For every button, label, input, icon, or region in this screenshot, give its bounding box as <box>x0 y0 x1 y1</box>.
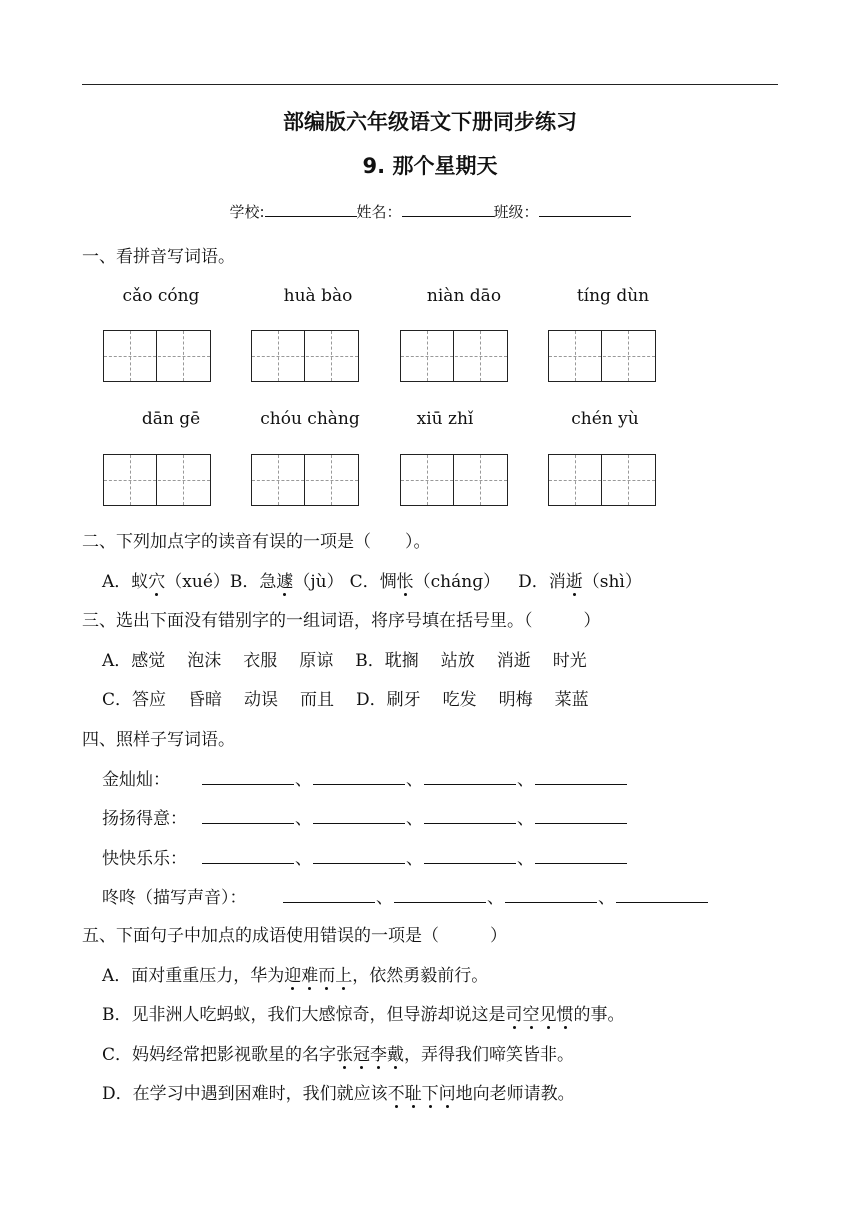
word: 站放 <box>440 651 475 671</box>
answer-blank[interactable] <box>394 886 486 903</box>
pinyin-8: chén yù <box>571 409 639 429</box>
section5-heading: 五、下面句子中加点的成语使用错误的一项是（ ） <box>82 926 507 946</box>
answer-blank[interactable] <box>424 847 516 864</box>
answer-blank[interactable] <box>202 768 294 785</box>
page-title: 部编版六年级语文下册同步练习 <box>283 110 577 134</box>
section3-heading: 三、选出下面没有错别字的一组词语，将序号填在括号里。（ ） <box>82 611 601 631</box>
option-c: C．惆怅（chánɡ） <box>349 572 501 592</box>
name-label: 姓名： <box>356 203 402 221</box>
answer-blank[interactable] <box>283 886 375 903</box>
word: 原谅 <box>299 651 334 671</box>
writing-grid[interactable] <box>251 454 359 506</box>
writing-grid[interactable] <box>548 330 656 382</box>
pattern-row: 快快乐乐： 、 、 、 <box>102 844 627 869</box>
word: 菜蓝 <box>554 690 589 710</box>
word: 时光 <box>552 651 587 671</box>
writing-grid[interactable] <box>251 330 359 382</box>
school-label: 学校: <box>229 203 265 221</box>
word: 吃发 <box>442 690 477 710</box>
answer-blank[interactable] <box>313 768 405 785</box>
pattern-label: 金灿灿： <box>102 770 170 790</box>
word: B．耽搁 <box>355 651 419 671</box>
answer-blank[interactable] <box>202 807 294 824</box>
answer-blank[interactable] <box>424 768 516 785</box>
word: C．答应 <box>102 690 167 710</box>
option-d: D．消逝（shì） <box>518 572 642 592</box>
writing-grid[interactable] <box>400 330 508 382</box>
choice-b: B．见非洲人吃蚂蚁，我们大感惊奇，但导游却说这是司空见惯的事。 <box>102 1005 625 1025</box>
pattern-label: 扬扬得意： <box>102 809 187 829</box>
word: D．刷牙 <box>356 690 421 710</box>
word: 昏暗 <box>188 690 223 710</box>
pattern-label: 咚咚（描写声音）： <box>102 888 247 908</box>
answer-blank[interactable] <box>202 847 294 864</box>
answer-blank[interactable] <box>535 807 627 824</box>
pinyin-3: niàn dāo <box>426 286 502 306</box>
writing-grid[interactable] <box>103 454 211 506</box>
word: A．感觉 <box>102 651 166 671</box>
dotted-idiom: 司空见惯 <box>505 1005 574 1025</box>
pinyin-2: huà bào <box>283 286 353 306</box>
answer-blank[interactable] <box>424 807 516 824</box>
choice-d: D．在学习中遇到困难时，我们就应该不耻下问地向老师请教。 <box>102 1084 575 1104</box>
top-rule <box>82 84 778 85</box>
word: 衣服 <box>243 651 278 671</box>
pattern-row: 金灿灿： 、 、 、 <box>102 765 627 790</box>
choice-a: A．面对重重压力，华为迎难而上，依然勇毅前行。 <box>102 966 489 986</box>
section1-heading: 一、看拼音写词语。 <box>82 247 235 267</box>
section3-line2 <box>102 685 611 710</box>
dotted-idiom: 不耻下问 <box>387 1084 456 1104</box>
answer-blank[interactable] <box>535 768 627 785</box>
answer-blank[interactable] <box>616 886 708 903</box>
name-blank[interactable] <box>402 202 494 217</box>
word: 明梅 <box>498 690 533 710</box>
dotted-idiom: 迎难而上 <box>284 966 353 986</box>
writing-grid[interactable] <box>548 454 656 506</box>
choice-c: C．妈妈经常把影视歌星的名字张冠李戴，弄得我们啼笑皆非。 <box>102 1045 575 1065</box>
pattern-row: 咚咚（描写声音）： 、 、 、 <box>102 883 708 908</box>
pinyin-5: dān gē <box>141 409 201 429</box>
section2-heading: 二、下列加点字的读音有误的一项是（ ）。 <box>82 532 431 552</box>
option-b: B．急遽（jù） <box>229 572 344 592</box>
pinyin-6: chóu chàng <box>260 409 360 429</box>
class-blank[interactable] <box>539 202 631 217</box>
writing-grid[interactable] <box>103 330 211 382</box>
answer-blank[interactable] <box>535 847 627 864</box>
word: 动误 <box>244 690 279 710</box>
answer-blank[interactable] <box>313 807 405 824</box>
pattern-label: 快快乐乐： <box>102 849 187 869</box>
word: 泡沫 <box>187 651 222 671</box>
option-a: A．蚁穴（xué） <box>102 572 230 592</box>
pattern-row: 扬扬得意： 、 、 、 <box>102 804 627 829</box>
answer-blank[interactable] <box>505 886 597 903</box>
dotted-idiom: 张冠李戴 <box>336 1045 405 1065</box>
student-info-line <box>0 201 860 222</box>
pinyin-7: xiū zhǐ <box>416 409 474 429</box>
section2-options <box>102 567 642 592</box>
answer-blank[interactable] <box>313 847 405 864</box>
class-label: 班级： <box>493 203 539 221</box>
word: 消逝 <box>496 651 531 671</box>
school-blank[interactable] <box>265 202 357 217</box>
word: 而且 <box>300 690 335 710</box>
section3-line1 <box>102 646 609 671</box>
writing-grid[interactable] <box>400 454 508 506</box>
section4-heading: 四、照样子写词语。 <box>82 730 235 750</box>
pinyin-4: tíng dùn <box>576 286 650 306</box>
lesson-title: 9. 那个星期天 <box>362 154 498 178</box>
pinyin-1: cǎo cóng <box>122 286 200 306</box>
